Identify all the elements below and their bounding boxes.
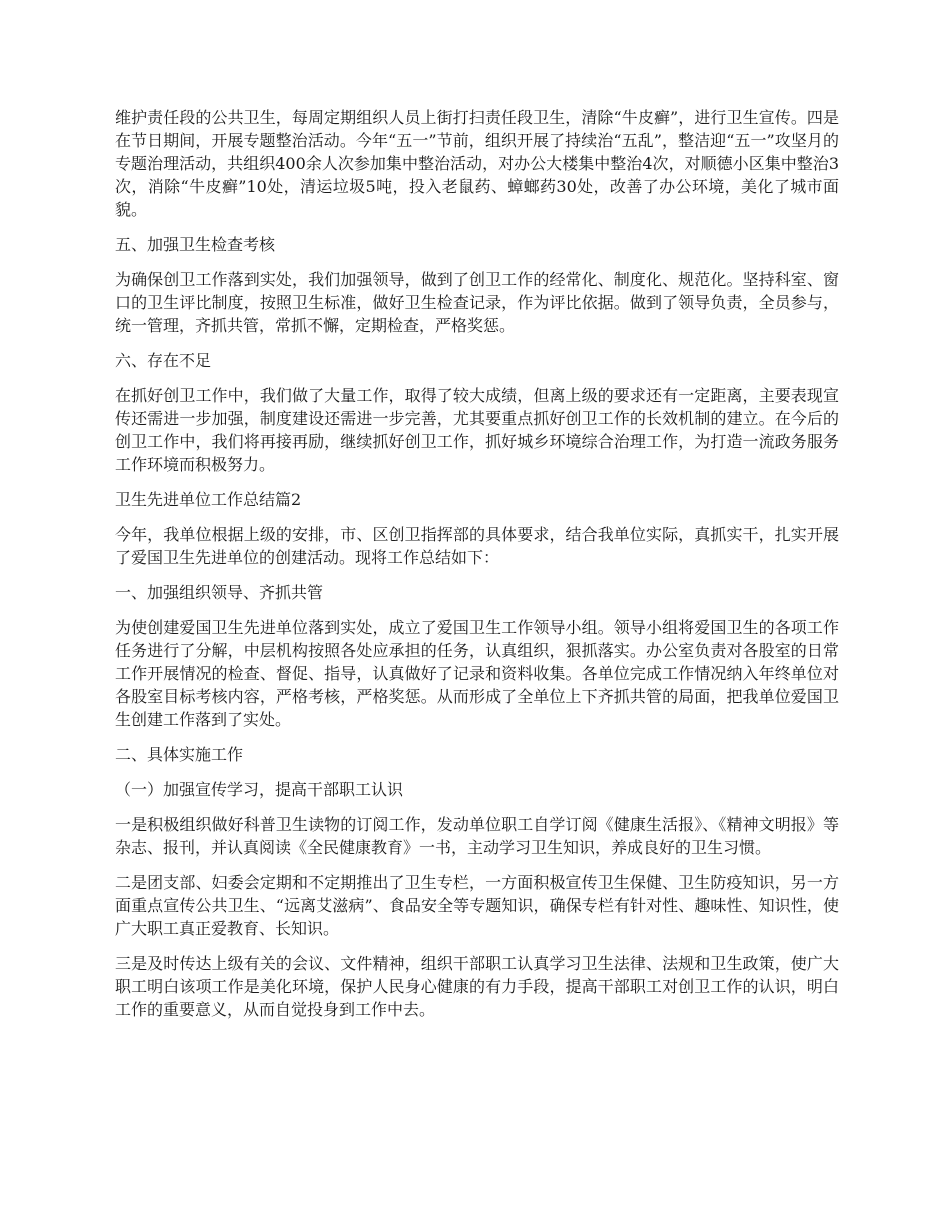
paragraph-sanitation-campaign: 维护责任段的公共卫生，每周定期组织人员上街打扫责任段卫生，清除“牛皮癣”，进行卫生宣传。四是在节日期间，开展专题整治活动。今年“五一”节前，组织开展了持续治“五乱”，整洁迎“五一”攻坚月的专题治理活动，共组织400余人次参加集中整治活动，对办公大楼集中整治4次，对顺德小区集中整治3次，消除“牛皮癣”10处，清运垃圾5吨，投入老鼠药、蟑螂药30处，改善了办公环境，美化了城市面貌。: [115, 108, 839, 219]
section-heading-implementation: 二、具体实施工作: [115, 745, 244, 764]
section-heading-leadership: 一、加强组织领导、齐抓共管: [115, 583, 324, 602]
document-page: [115, 106, 839, 1033]
paragraph-intro: 今年，我单位根据上级的安排，市、区创卫指挥部的具体要求，结合我单位实际，真抓实干，扎实开展了爱国卫生先进单位的创建活动。现将工作总结如下：: [115, 525, 839, 567]
article-title-part2: 卫生先进单位工作总结篇2: [115, 490, 302, 509]
paragraph-shortcomings: 在抓好创卫工作中，我们做了大量工作，取得了较大成绩，但离上级的要求还有一定距离，主要表现宣传还需进一步加强，制度建设还需进一步完善，尤其要重点抓好创卫工作的长效机制的建立。在今后的创卫工作中，我们将再接再励，继续抓好创卫工作，抓好城乡环境综合治理工作，为打造一流政务服务工作环境而积极努力。: [115, 386, 839, 474]
paragraph-study: 三是及时传达上级有关的会议、文件精神，组织干部职工认真学习卫生法律、法规和卫生政策，使广大职工明白该项工作是美化环境，保护人民身心健康的有力手段，提高干部职工对创卫工作的认识，明白工作的重要意义，从而自觉投身到工作中去。: [115, 954, 839, 1019]
paragraph-inspection: 为确保创卫工作落到实处，我们加强领导，做到了创卫工作的经常化、制度化、规范化。坚持科室、窗口的卫生评比制度，按照卫生标准，做好卫生检查记录，作为评比依据。做到了领导负责，全员参与，统一管理，齐抓共管，常抓不懈，定期检查，严格奖惩。: [115, 270, 839, 335]
subsection-heading-publicity: （一）加强宣传学习，提高干部职工认识: [115, 780, 404, 799]
paragraph-reading: 一是积极组织做好科普卫生读物的订阅工作，发动单位职工自学订阅《健康生活报》、《精神文明报》等杂志、报刊，并认真阅读《全民健康教育》一书，主动学习卫生知识，养成良好的卫生习惯。: [115, 815, 839, 857]
paragraph-bulletin: 二是团支部、妇委会定期和不定期推出了卫生专栏，一方面积极宣传卫生保健、卫生防疫知识，另一方面重点宣传公共卫生、“远离艾滋病”、食品安全等专题知识，确保专栏有针对性、趣味性、知识性，使广大职工真正爱教育、长知识。: [115, 873, 839, 938]
section-heading-shortcomings: 六、存在不足: [115, 351, 212, 370]
paragraph-leadership: 为使创建爱国卫生先进单位落到实处，成立了爱国卫生工作领导小组。领导小组将爱国卫生的各项工作任务进行了分解，中层机构按照各处应承担的任务，认真组织，狠抓落实。办公室负责对各股室的日常工作开展情况的检查、督促、指导，认真做好了记录和资料收集。各单位完成工作情况纳入年终单位对各股室目标考核内容，严格考核，严格奖惩。从而形成了全单位上下齐抓共管的局面，把我单位爱国卫生创建工作落到了实处。: [115, 618, 839, 729]
section-heading-inspection: 五、加强卫生检查考核: [115, 235, 276, 254]
